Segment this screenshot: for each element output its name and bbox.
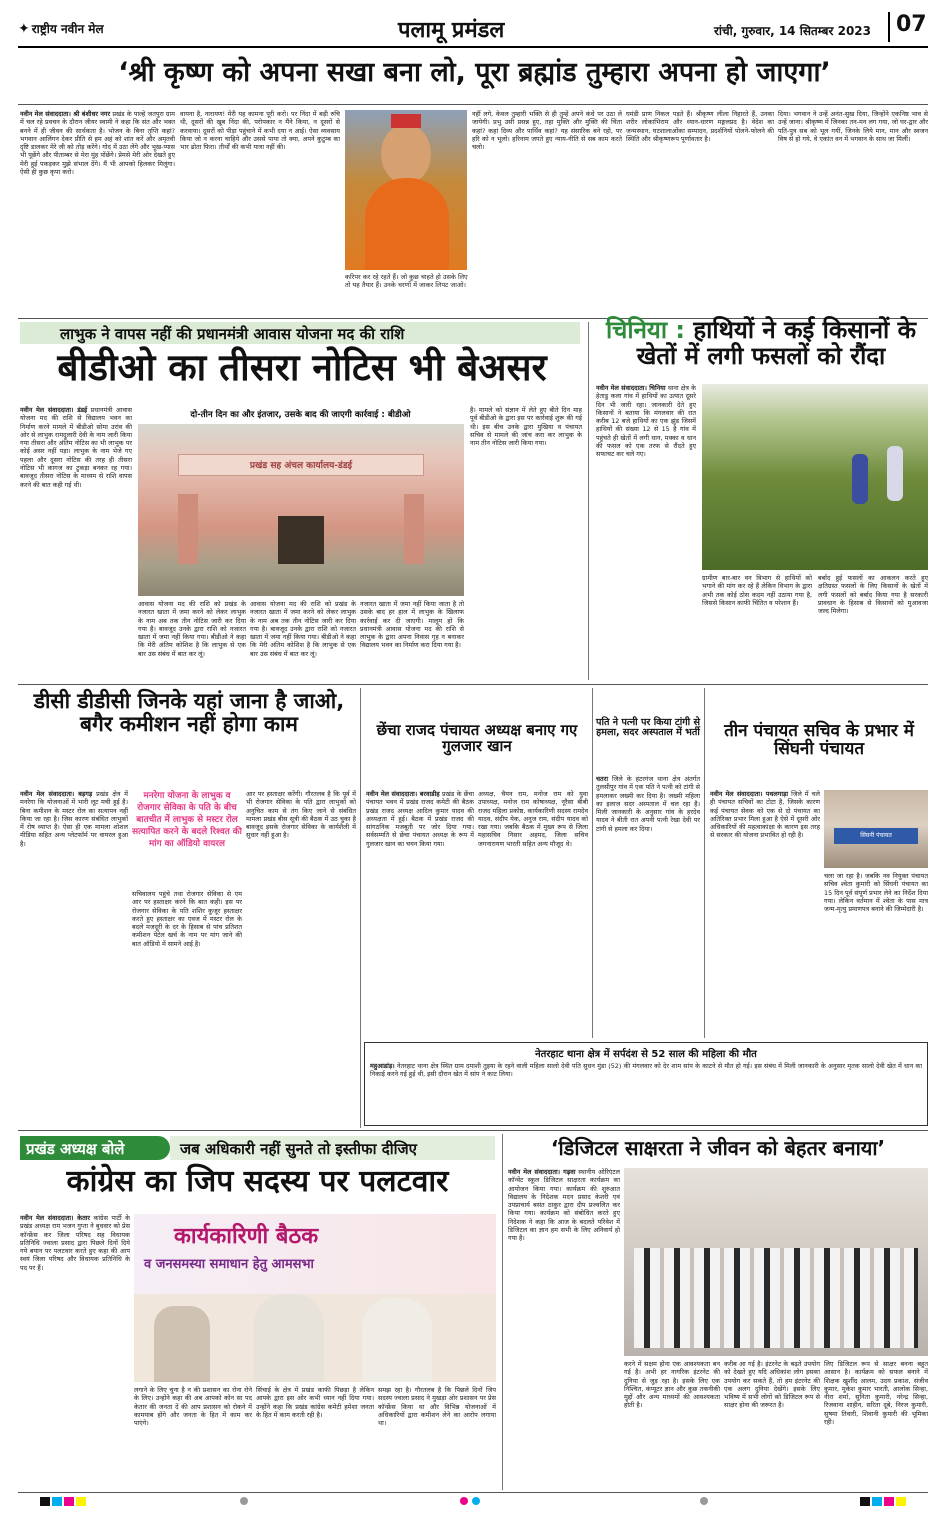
story3-text-2: ग्रामीण बार-बार वन विभाग से हाथियों को भगाने की मांग कर रहे हैं लेकिन विभाग के द्वारा अभी तक कोई ठोस कदम नहीं उठाया गया है, जिससे किसान काफी चिंतित व परेशान हैं। — [702, 574, 812, 607]
story1-text-6: दिया। भगवान ने उन्हें अनंत-सुख दिया, जिन्होंने एकनिष्ठ भाव से उन्हें जाना। श्रीकृष्ण में जिनका तन-मन लग गया, जो घर-द्वार और पति-पुत्र सब को भूल गयीं, जिनके लिये मान, मान और स्वजन विष से हो गये, वे एकांत वन में भगवान के साथ जा मिलीं। — [778, 110, 928, 143]
story2-text-2b: आवास योजना मद की राशि को प्रखंड के नजारत खाता में जमा करने को लेकर लाभुक के नाम अब तक तीन नोटिस जारी कर दिया गया है। बावजूद उनके द्वारा राशि को नजारत खाता में जमा नहीं किया गया। बीडीओ ने कहा कि मेरी अंतिम कोशिश है कि लाभुक से एक बार उस संबंध में बात कर लूं। — [250, 600, 356, 658]
farmer-figure-shape — [887, 446, 903, 501]
story1-column-1 — [20, 110, 175, 315]
bird-logo-icon: ✦ — [18, 21, 30, 37]
story5-column-2 — [478, 790, 588, 1035]
story6-column-1 — [596, 775, 700, 1037]
story6-dateline: चतरा — [596, 775, 608, 783]
story3-column-3 — [818, 574, 928, 679]
divider — [588, 322, 589, 680]
story9-byline: नवीन मेल संवाददाता। केतार — [20, 1214, 90, 1222]
story8-body — [370, 1062, 922, 1122]
story2-subhead: दो-तीन दिन का और इंतजार, उसके बाद की जाएगी कार्रवाई : बीडीओ — [190, 410, 411, 420]
story5-text-1: प्रखंड के छेंचा पंचायत भवन में प्रखंड राजद कमेटी की बैठक प्रखंड राजद अध्यक्ष आदिल कुमार यादव की अध्यक्षता में हुई। बैठक में प्रखंड राजद की सांगठनिक मजबूती पर जोर दिया गया। सर्वसम्मति से छेंचा पंचायत अध्यक्ष के रूप में गुलजार खान का चयन किया गया। — [366, 790, 474, 848]
story2-kicker: लाभुक ने वापस नहीं की प्रधानमंत्री आवास योजना मद की राशि — [60, 325, 405, 343]
divider — [592, 688, 593, 1038]
story9-column-1 — [20, 1214, 130, 1489]
story4-column-3 — [246, 790, 356, 1125]
story10-column-2 — [624, 1360, 720, 1488]
story2-column-3 — [360, 600, 464, 678]
story6-text-1: जिले के हंटरगंज थाना क्षेत्र अंतर्गत तुलसीपुर गांव में एक पति ने पत्नी को टांगी से हमलाकर जख्मी कर दिया है। जख्मी महिला का इलाज सदर अस्पताल में चल रहा है। मिली जानकारी के अनुसार गांव के हरदेव यादव ने बीती रात अपनी पत्नी रेखा देवी पर टांगी से हमला कर दिया। — [596, 775, 700, 833]
story2-byline: नवीन मेल संवाददाता। डंडई — [20, 406, 88, 414]
story1-saint-photo — [345, 110, 467, 270]
story9-text-2: लगाने के लिए चुना है न की प्रशासन का रोना रोने के लिए। उन्होंने कहा की अब आपको कोन सा पद केतार की जनता दें की आप प्रशासन को रोकने में कामयाब होंगे और जनता के हित में काम कर पाएंगे। — [134, 1386, 252, 1428]
story1-text-2: वायना है, नारायण! मेरी यह कामना पूरी करो। पर निंदा में बड़ी रुचि थी, दूसरों की खूब निंदा की, परोपकार न मैंने किया, न दूसरों से करवाया। दूसरों को पीड़ा पहुंचाने में कभी दया न आई। ऐसा व्यवसाय किया जो न करना चाहिये और उससे पाया तो क्या, अपने कुटुम्ब का भार ढोता फिरा। तीर्थों की कभी यात्रा नहीं की। — [180, 110, 340, 152]
masthead — [18, 14, 928, 48]
story3-field-photo — [702, 384, 928, 570]
person-figure-shape — [254, 1294, 324, 1382]
registration-mark-icon — [240, 1497, 248, 1505]
registration-mark-icon — [700, 1497, 708, 1505]
story5-text-2: अध्यक्ष, चैयन राम, मनोज राम को युवा उपाध्यक्ष, मनोज राम कोषाध्यक्ष, नूरैसा बीबी राजद महिला प्रकोष्ठ, कार्यकारिणी सदस्य रामदेव यादव, संदीप येक, अनुज राम, संदीप यादव को रखा गया। जबकि बैठक में मुख्य रूप से जिला महासचिव निसार अहमद, जिला सचिव जगनारायण भारती सहित अन्य मौजूद थे। — [478, 790, 588, 848]
story4-pullquote: मनरेगा योजना के लाभुक व रोजगार सेविका के पति के बीच बातचीत में लाभुक से मस्टर रोल सत्यापित करने के बदले रिश्वत की मांग का ऑडियो वायरल — [132, 791, 242, 849]
story7-text-1: जिले में चले ही पंचायत सचिवों का टोटा है, जिसके कारण कई पंचायत सेवक को एक से दो पंचायत का अतिरिक्त प्रभार मिला हुआ है ऐसे में दूसरी ओर अधिकारियों की महत्वाकांक्षा के कारण इस तरह से सरकार की योजना प्रभावित हो रही है। — [710, 790, 820, 840]
print-swatch-black — [40, 1497, 50, 1506]
story2-office-photo — [138, 424, 464, 596]
divider — [502, 1134, 503, 1490]
story10-text-1: स्थानीय ओरिएंटल कॉन्वेंट स्कूल डिजिटल साक्षरता कार्यक्रम का आयोजन किया गया। कार्यक्रम की शुरुआत विद्यालय के निदेशक मदन प्रसाद केशरी एवं उपप्राचार्य बसंत ठाकुर द्वारा दीप प्रज्वलित कर किया गया। कार्यक्रम को संबोधित करते हुए निदेशक ने कहा कि आज के बदलते परिवेश में डिजिटल का ज्ञान हम सभी के लिए अनिवार्य हो गया है। — [508, 1168, 620, 1243]
office-pillar-shape — [404, 494, 424, 564]
story2-column-2 — [138, 600, 246, 678]
registration-mark-icon — [460, 1497, 468, 1505]
students-rows-shape — [634, 1248, 918, 1348]
issue-date: रांची, गुरुवार, 14 सितम्बर 2023 — [714, 24, 872, 38]
story9-text-1: कांग्रेस पार्टी के प्रखंड अध्यक्ष राम भजन गुप्ता ने बुधवार को प्रेस कॉन्फ्रेंस कर जिला परिषद सह विधायक प्रतिनिधि ज्वाला प्रसाद द्वारा पिछले दिनों दिये गये बयान पर पलटवार करते हुए कहा की आप स्वयं जिला परिषद और विधायक प्रतिनिधि के पद पर हैं। — [20, 1214, 130, 1272]
office-doorway-shape — [278, 516, 324, 564]
story1-text-4: नहीं लगे, केवल तुम्हारी भक्ति से ही तुम्हें अपने कंधे पर उठा ले जायेगी। प्रभु उसी प्रसन्न हुए, तहा मुक्ति और मुक्ति की चिंता कहां? कहां दिव्य और पार्थिव कहां? यह संसारिक बने रहो, पर हरि को न भूलो। हरिनाम जपते हुए न्याय-नीति से सब काम करते चलो। — [472, 110, 622, 152]
story7-text-2: चला जा रहा है। जबकि नव नियुक्त पंचायत सचिव श्वेता कुमारी को सिंघनी पंचायत का 15 दिन पूर्व संपूर्ण प्रभार लेने का निर्देश दिया गया। लेकिन वर्तमान में श्वेता के पास मात्र जन्म-मृत्यु प्रमाणपत्र बनाने की जिम्मेदारी है। — [824, 872, 928, 914]
story10-text-2: करने में सक्षम होना एक आवश्यकता बन गई है। अभी हर नागरिक इंटरनेट की दुनिया से जुड़ रहा है। इसके लिए एक निश्चित, कंप्यूटर ज्ञान और कुछ तकनीकी मुद्दों और अन्य माध्यमों की आवश्यकता होती है। — [624, 1360, 720, 1410]
story2-text-2: आवास योजना मद की राशि को प्रखंड के नजारत खाता में जमा करने को लेकर लाभुक के नाम अब तक तीन नोटिस जारी कर दिया गया है। बावजूद उनके द्वारा राशि को नजारत खाता में जमा नहीं किया गया। बीडीओ ने कहा कि मेरी अंतिम कोशिश है कि लाभुक से एक बार उस संबंध में बात कर लूं। — [138, 600, 246, 658]
banner-subtitle: व जनसमस्या समाधान हेतु आमसभा — [144, 1257, 314, 1272]
story3-text-3: बर्बाद हुई फसलों का आकलन करते हुए क्षतिग्रस्त फसलों के लिए किसानों के खेतों में लगी फसलों को बर्बाद किया गया है सरकारी प्रावधान के हिसाब से किसानों को मुआवजा जल्द मिलेगा। — [818, 574, 928, 616]
brand-label: राष्ट्रीय नवीन मेल — [31, 22, 104, 36]
print-swatch-yellow — [76, 1497, 86, 1506]
story3-byline: नवीन मेल संवाददाता। चिनिया — [596, 384, 666, 392]
story5-column-1 — [366, 790, 474, 1035]
story6-headline: पति ने पत्नी पर किया टांगी से हमला, सदर अस्पताल में भर्ती — [596, 717, 700, 739]
story4-headline: डीसी डीडीसी जिनके यहां जाना है जाओ, बगैर कमीशन नहीं होगा काम — [33, 689, 345, 736]
print-swatch-yellow — [896, 1497, 906, 1506]
story10-classroom-photo — [624, 1168, 928, 1356]
story10-column-4 — [824, 1360, 928, 1488]
story1-column-2 — [180, 110, 340, 315]
story9-kicker-rest: जब अधिकारी नहीं सुनते तो इस्तीफा दीजिए — [180, 1140, 417, 1158]
story8-text-1: नेतरहाट थाना क्षेत्र स्थित ग्राम दमाशी तुइया के रहने वाली महिला सालो देवी पति सुधन मुंडा (52) की मंगलवार को देर शाम सांप के काटने से मौत हो गई। इस संबंध में मिली जानकारी के अनुसार मृतक सालो देवी खेत में धान का निकाई करने गई हुई थी, इसी दौरान खेत में सांप ने काट लिया। — [370, 1062, 922, 1079]
story9-text-3: सिंचाई के क्षेत्र में प्रखंड काफी पिछड़ा है लेकिन आपके द्वारा इस ओर कभी ध्यान नहीं दिया गया। उन्होंने कहा कि प्रखंड कांग्रेस कमेटी हमेशा जनता के हित में काम करती रही है। — [256, 1386, 374, 1419]
print-swatch-magenta — [884, 1497, 894, 1506]
story5-headline: छेंचा राजद पंचायत अध्यक्ष बनाए गए गुलजार खान — [376, 721, 578, 756]
story5-byline: नवीन मेल संवाददाता। बरवाडीह — [366, 790, 440, 798]
story1-column-5 — [626, 110, 774, 315]
story3-headline-block — [596, 318, 926, 370]
divider — [18, 1130, 928, 1131]
person-figure-shape — [154, 1306, 210, 1382]
print-swatch-black — [860, 1497, 870, 1506]
story1-headline: ‘श्री कृष्ण को अपना सखा बना लो, पूरा ब्रह्मांड तुम्हारा अपना हो जाएगा’ — [118, 57, 831, 88]
story2-column-2b — [250, 600, 356, 678]
panchayat-sign-board: सिंघनी पंचायत — [834, 828, 918, 844]
story9-column-3 — [256, 1386, 374, 1489]
divider — [18, 104, 928, 105]
story7-column-2 — [824, 872, 928, 1035]
story4-column-2 — [132, 890, 242, 1125]
story1-text-1: प्रखंड के पाल्हे जतपुरा ग्राम में चल रहे प्रवचन के दौरान जीयर स्वामी ने कहा कि संत और भक्त बनने में ही जीवन की सार्थकता है। भोजन के बिना तृप्ति कहां? भगवान आलिंगन देकर प्रीति से हम अहं को शांत करें और अमृतवी दृष्टि डालकर मेरे जी को तोड़ करेंगे। गोद में उठा लेंगे और भूख-प्यास भी पूछेंगे और पीताम्बर से मेरा मुंह पोंछेंगे। प्रेमसे मेरी ओर देखते हुए मेरी हुई पकड़कर मुझे संभाल देंगे। मैं भी आपको हिलकर मिलूंगा। ऐसी ही कुछ कृपा करो। — [20, 110, 175, 177]
story10-text-3: करीब आ गई है। इंटरनेट के बढ़ते उपयोग को देखते हुए यदि अधिकांश लोग इसका उपयोग कर सकते हैं, तो हम इंटरनेट की एक अलग दुनिया देखेंगे। इसके लिए भविष्य में सभी लोगों को डिजिटल रूप से साक्षर होना की जरूरत है। — [724, 1360, 820, 1410]
story2-column-1 — [20, 406, 132, 678]
story9-headline: कांग्रेस का जिप सदस्य पर पलटवार — [66, 1164, 449, 1199]
story10-column-3 — [724, 1360, 820, 1488]
story2-text-1: प्रधानमंत्री आवास योजना मद की राशि से विद्यालय भवन का निर्माण करने मामले में बीडीओ सोमा उरांव की ओर से लाभुक रामदुलारी देवी के नाम जारी किया गया तीसरा और अंतिम नोटिस का भी लाभुक पर कोई असर नहीं पड़ा। लाभुक के नाम भेजे गए पहला और दूसरा नोटिस की तरह ही तीसरा नोटिस भी कागज का टुकड़ा बनकर रह गया। बावजूद तीसरा नोटिस के माध्यम से राशि वापस करने की बात कही गई थी। — [20, 406, 132, 489]
brand-name — [18, 20, 104, 37]
story10-text-4: लिए डिजिटल रूप से साक्षर बनना बहुत आसान है। कार्यक्रम को सफल बनाने में शिक्षक खुर्शीद आलम, उदय प्रकाश, संजीव कुमार, मुकेश कुमार भारती, आलोक सिन्हा, नीरा शर्मा, सुनिता कुमारी, नरेन्द्र सिन्हा, रिजवाना शाहीन, सरिता दूबे, निरज कुमारी, सुषमा तिवारी, शिवानी कुमारी की भूमिका रही। — [824, 1360, 928, 1427]
story7-headline: तीन पंचायत सचिव के प्रभार में सिंघनी पंचायत — [724, 721, 914, 760]
story10-headline: ‘डिजिटल साक्षरता ने जीवन को बेहतर बनाया’ — [550, 1136, 886, 1160]
story3-kicker: चिनिया : — [605, 316, 686, 344]
story9-text-4: समझ रहा है। गौरतलब है कि पिछले दिनों जिप सदस्य ज्वाला प्रसाद ने मुखड़ा ओर प्रशासन पर प्रेस कॉन्फ्रेंस किया था और विभिन्न योजनाओं में अधिकारियों द्वारा कमीशन लेने का आरोप लगाया था। — [378, 1386, 496, 1428]
person-figure-shape — [362, 1298, 432, 1382]
story3-text-1: थाना क्षेत्र के हेताडु कला गांव में हाथियों का उत्पात दूसरे दिन भी जारी रहा। जानकारी देते हुए किसानों ने बताया कि मंगलवार की रात करीब 12 बजे हाथियों का एक झुंड जिसमें हाथियों की संख्या 12 से 15 है गांव में पहुंचते ही खेतों में लगी धान, मक्का व धान की फसल को एक तरफ से रौंदते हुए सफाचट कर चले गए। — [596, 384, 696, 459]
divider — [360, 688, 361, 1128]
story7-byline: नवीन मेल संवाददाता। पथलगाड़ा — [710, 790, 789, 798]
story9-kicker: प्रखंड अध्यक्ष बोले — [26, 1140, 125, 1158]
saint-tilak-mark — [391, 114, 421, 128]
story4-text-1: प्रखंड क्षेत्र में मनरेगा कि योजनाओं में भारी लूट मची हुई है। बिना कमीशन के मस्टर रोल का सत्यापन नहीं किया जा रहा है। जिस कारण संबंधित लाभुकों में रोष व्याप्त है। ऐसा ही एक मामला शोशल मीडिया सहित अन्य प्लेटफॉर्म पर वायरल हुआ है। — [20, 790, 128, 848]
farmer-figure-shape — [852, 454, 868, 504]
story7-panchayat-photo — [824, 790, 928, 868]
divider — [18, 1492, 928, 1493]
section-title: पलामू प्रमंडल — [398, 18, 505, 43]
story9-column-4 — [378, 1386, 496, 1489]
story4-text-3: आर पर हस्ताक्षर करेंगी। गौरतलब है कि पूर्व में भी रोजगार सेविका के पति द्वारा लाभुकों को अनुचित काम से तंग किए जाने से संबंधित मामला प्रखंड बीस सूत्री की बैठक में उठ चुका है बावजूद इसके रोजगार सेविका के कार्यशैली में सुधार नहीं हुआ है। — [246, 790, 356, 840]
print-swatch-cyan — [872, 1497, 882, 1506]
story9-column-2 — [134, 1386, 252, 1489]
story10-byline: नवीन मेल संवाददाता। गढ़वा — [508, 1168, 576, 1176]
story9-meeting-photo — [134, 1214, 496, 1382]
story8-dateline: महुआडांड़। — [370, 1062, 395, 1070]
registration-mark-icon — [472, 1497, 480, 1505]
banner-title: कार्यकारिणी बैठक — [174, 1224, 319, 1249]
story4-text-2: सचिवालय पहुंचे तथा रोजगार सेविका से एम आर पर हस्ताक्षर करने कि बात कही। इस पर रोजगार सेविका के पति शशिर कुजूर हस्ताक्षर करते हुए हस्ताक्षर का एवज में मस्टर रोल के बदले मजदूरी के दर के हिसाब से पांच प्रतिशत कमीशन पेटेल खर्च के नाम पर मांग जाने की बात ऑडियो में सामने आई है। — [132, 890, 242, 948]
story3-column-1 — [596, 384, 696, 679]
divider — [18, 684, 928, 685]
story2-column-4 — [470, 406, 582, 678]
saint-robe-shape — [365, 178, 449, 270]
story10-column-1 — [508, 1168, 620, 1488]
office-sign-board: प्रखंड सह अंचल कार्यालय-डंडई — [178, 454, 424, 476]
story1-column-6 — [778, 110, 928, 315]
story2-text-3: नजारत खाता में जमा नहीं किया जाता है तो उसके बाद हर हाल में लाभुक के खिलाफ कार्रवाई कर दी जाएगी। मालूम हो कि प्रधानमंत्री आवास योजना मद की राशि से लाभुक के द्वारा अपना निवास गृह न बनाकर विद्यालय भवन का निर्माण करा दिया गया है। — [360, 600, 464, 650]
story4-byline: नवीन मेल संवाददाता। बड़गड़ — [20, 790, 93, 798]
story1-column-4 — [472, 110, 622, 315]
story4-column-1 — [20, 790, 128, 1125]
story2-headline: बीडीओ का तीसरा नोटिस भी बेअसर — [57, 346, 547, 389]
story1-byline: नवीन मेल संवाददाता। श्री बंशीधर नगर — [20, 110, 111, 118]
story2-text-4: है। मामले को संज्ञान में लेते हुए बीते दिन माह पूर्व बीडीओ के द्वारा इस पर कार्रवाई शुरू की गई थी। इस बीच उनके द्वारा मुखिया व पंचायत सचिव से मामले की जांच करा कर लाभुक के नाम तीन नोटिस जारी किया गया। — [470, 406, 582, 448]
divider — [704, 688, 705, 1038]
print-swatch-magenta — [64, 1497, 74, 1506]
print-swatch-cyan — [52, 1497, 62, 1506]
story3-column-2 — [702, 574, 812, 679]
story7-column-1 — [710, 790, 820, 1035]
story1-caption: करिपर कर रहे रहते हैं। जो कुछ चाहते हो उसके लिए तो यह तैयार हैं। उनके चरणों में जाकर लिपट जाओ। — [345, 273, 468, 289]
story8-headline: नेतरहाट थाना क्षेत्र में सर्पदंश से 52 साल की महिला की मौत — [535, 1049, 757, 1060]
story3-headline: हाथियों ने कई किसानों के खेतों में लगी फसलों को रौंदा — [636, 316, 917, 370]
story1-text-5: घमंडी प्राण निकल पड़ते हैं। श्रीकृष्ण लीला निहारते हैं, उनका शरीर लोकाभिराम और ध्यान-धारण मङ्गलप्रद है। वेदेश का जन्मस्थान, घटशालाओंका सम्पादन, प्रदर्शनियों पोलने-फोलने की स्थिति और श्रीकृष्णरूप पूर्णावतार है। — [626, 110, 774, 143]
office-pillar-shape — [178, 494, 198, 564]
saint-face-shape — [381, 124, 431, 184]
page-number: 07 — [888, 12, 928, 42]
